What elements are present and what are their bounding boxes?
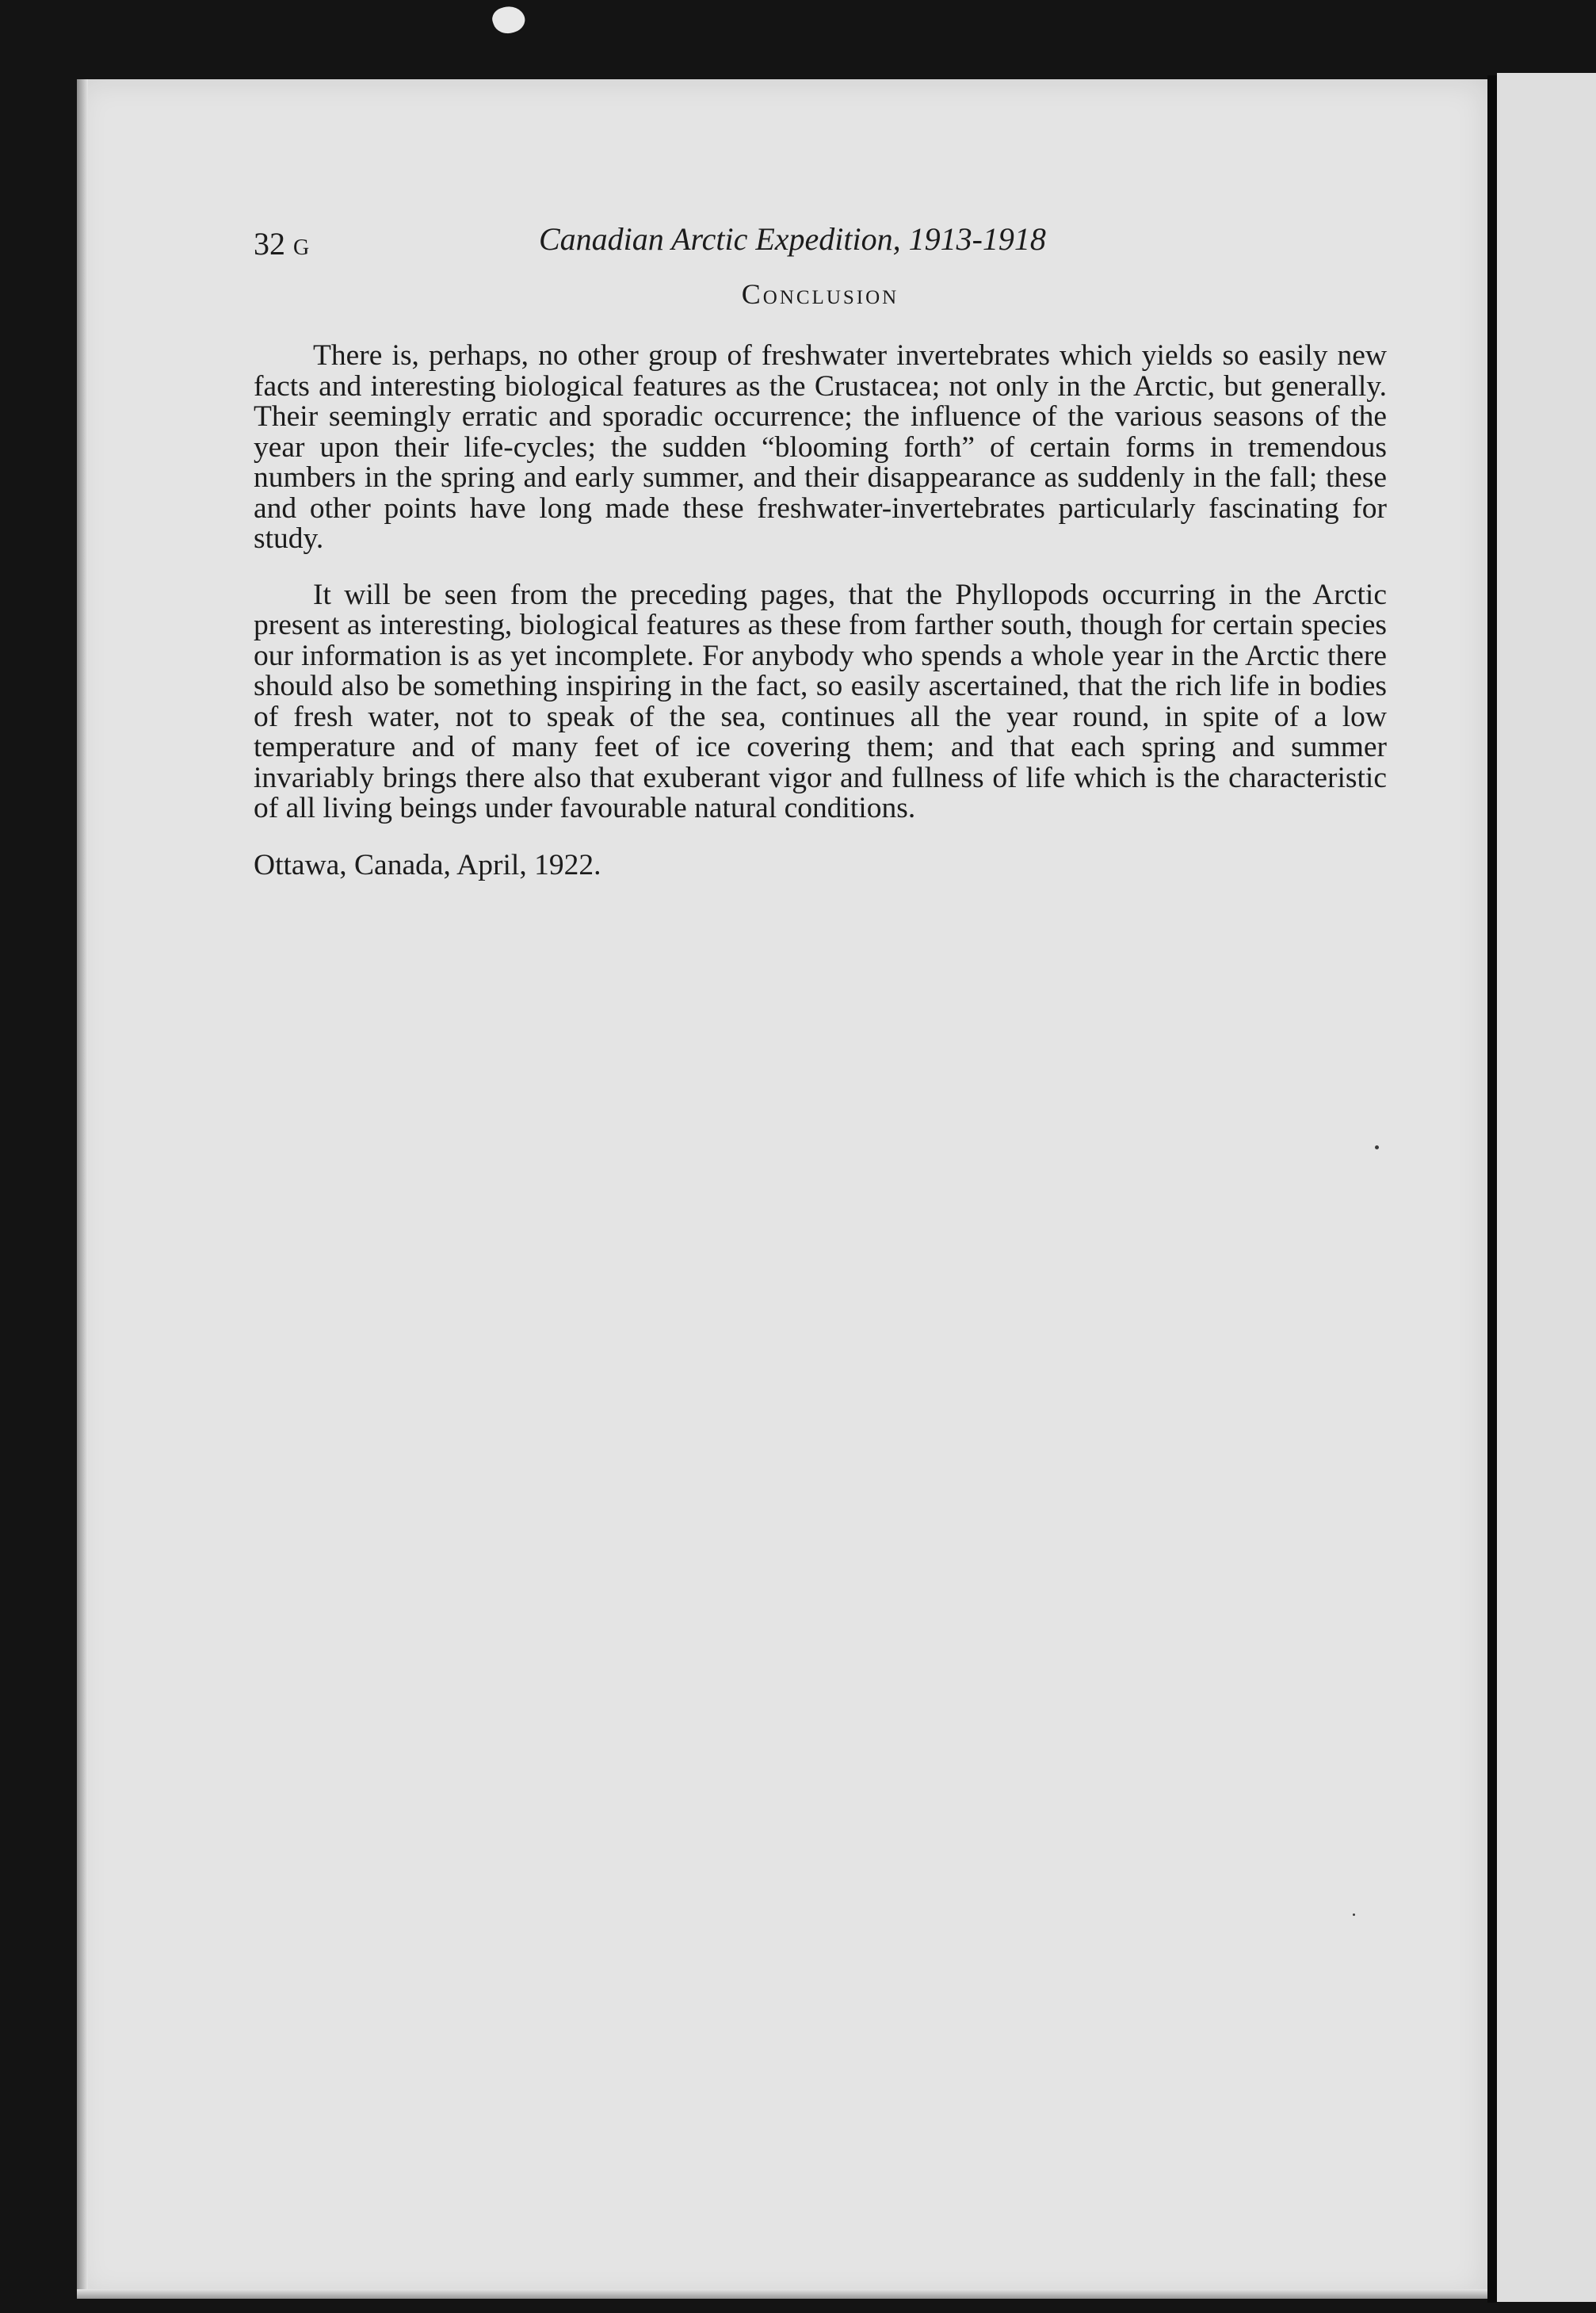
running-head: Canadian Arctic Expedition, 1913-1918 — [539, 221, 1046, 257]
page-left-edge — [77, 79, 88, 2299]
scan-speck — [1353, 1913, 1355, 1916]
paragraph-2: It will be seen from the preceding pages, that the Phyllopods occurring in the Arctic present as interesting, biological features as these from farther south, though for certain species our information is as yet incomplete. For anybody who spends a whole year in the Arctic there should also be something inspiring in the fact, so easily ascertained, that the rich life in bodies of fresh water, not to speak of the sea, continues all the year round, in spite of a low temperature and of many feet of ice covering them; and that each spring and summer invariably brings there also that exuberant vigor and fullness of life which is the characteristic of all living beings under favourable natural conditions. — [254, 578, 1387, 824]
section-title: Conclusion — [741, 278, 899, 310]
page-header — [254, 214, 1387, 270]
page-number-suffix: G — [293, 235, 311, 260]
paragraph-1: There is, perhaps, no other group of freshwater invertebrates which yields so easily new facts and interesting biological features as the Crustacea; not only in the Arctic, but generally. Their seemingly erratic and sporadic occurrence; the influence of the various seasons of the year upon their life-cycles; the sudden “blooming forth” of certain forms in tremendous numbers in the spring and early summer, and their disappearance as suddenly in the fall; these and other points have long made these freshwater-invertebrates particularly fascinating for study. — [254, 339, 1387, 555]
text-column — [254, 214, 1387, 881]
book-gutter — [1487, 75, 1497, 2303]
page-number-value: 32 — [254, 226, 285, 262]
signature-place-date: Ottawa, Canada, April, 1922. — [254, 848, 601, 881]
page-bottom-edge — [77, 2289, 1487, 2299]
scan-speck — [1375, 1145, 1379, 1149]
page-number — [254, 225, 310, 262]
adjacent-page-edge — [1497, 73, 1596, 2302]
